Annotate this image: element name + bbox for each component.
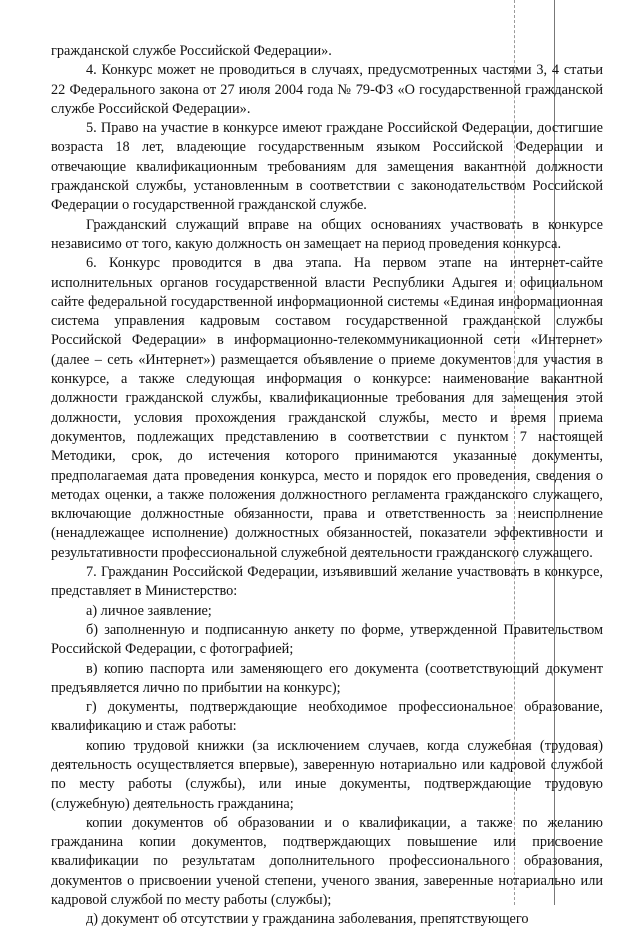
item-b: б) заполненную и подписанную анкету по форме, утвержденной Правительством Российской Федерации, с фотографией;: [51, 621, 603, 658]
item-g: г) документы, подтверждающие необходимое профессиональное образование, квалификацию и стаж работы:: [51, 699, 603, 735]
item-v: в) копию паспорта или заменяющего его документа (соответствующий документ предъявляется лично по прибытии на конкурс);: [51, 660, 603, 696]
document-body: [51, 42, 603, 930]
paragraph-5-civil-servant: Гражданский служащий вправе на общих основаниях участвовать в конкурсе независимо от того, какую должность он замещает на период проведения конкурса.: [51, 216, 603, 252]
paragraph-4: 4. Конкурс может не проводиться в случаях, предусмотренных частями 3, 4 статьи 22 Федерального закона от 27 июля 2004 года № 79-ФЗ «О государственной гражданской службе Российской Федерации».: [51, 62, 603, 117]
paragraph-6: 6. Конкурс проводится в два этапа. На первом этапе на интернет-сайте исполнительных органов государственной власти Республики Адыгея и официальном сайте федеральной государственной информационной системы «Единая информационная система управления кадровым составом государственной гражданской службы Российской Федерации» в информационно-телекоммуникационной сети «Интернет» (далее – сеть «Интернет») размещается объявление о приеме документов для участия в конкурсе, а также следующая информация о конкурсе: наименование вакантной должности гражданской службы, квалификационные требования для замещения этой должности, условия прохождения гражданской службы, место и время приема документов, подлежащих представлению в соответствии с пунктом 7 настоящей Методики, срок, до истечения которого принимаются указанные документы, предполагаемая дата проведения конкурса, место и порядок его проведения, сведения о методах оценки, а также положения должностного регламента гражданского служащего, включающие должностные обязанности, права и ответственность за неисполнение (ненадлежащее исполнение) должностных обязанностей, показатели эффективности и результативности профессиональной служебной деятельности гражданского служащего.: [51, 255, 603, 561]
item-a: а) личное заявление;: [86, 602, 212, 619]
paragraph-continuation: гражданской службе Российской Федерации».: [51, 43, 332, 59]
paragraph-7: 7. Гражданин Российской Федерации, изъявивший желание участвовать в конкурсе, представляет в Министерство:: [51, 564, 603, 600]
item-d: д) документ об отсутствии у гражданина заболевания, препятствующего: [86, 911, 529, 928]
item-g-education-docs: копии документов об образовании и о квалификации, а также по желанию гражданина копии документов, подтверждающих повышение или присвоение квалификации по результатам дополнительного профессионального образования, документов о присвоении ученой степени, ученого звания, заверенные нотариально или кадровой службой по месту работы (службы);: [51, 814, 603, 909]
item-g-work-book: копию трудовой книжки (за исключением случаев, когда служебная (трудовая) деятельность осуществляется впервые), заверенную нотариально или кадровой службой по месту работы (службы), или иные документы, подтверждающие трудовую (служебную) деятельность гражданина;: [51, 737, 603, 812]
paragraph-5: 5. Право на участие в конкурсе имеют граждане Российской Федерации, достигшие возраста 18 лет, владеющие государственным языком Российской Федерации и отвечающие квалификационным требованиям для замещения вакантной должности гражданской службы, установленным в соответствии с законодательством Российской Федерации о государственной гражданской службе.: [51, 120, 603, 214]
